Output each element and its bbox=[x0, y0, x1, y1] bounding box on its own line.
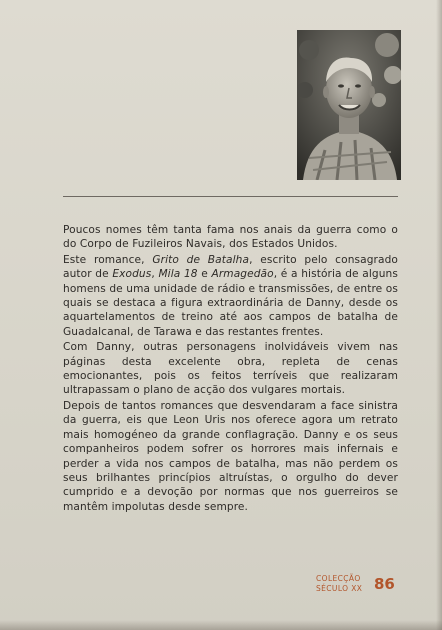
paragraph-4: Depois de tantos romances que desvendaram a face sinistra da guerra, eis que Leon Uris nos oferece agora um retrato mais homogéneo da grande conflagração. Danny e os seus companheiros podem sofrer os horrores mais infernais e perder a vida nos campos de batalha, mas não perdem os seus brilhantes princípios altruístas, o orgulho do dever cumprido e a devoção por normas que nos guerreiros se mantêm impolutas desde sempre. bbox=[63, 399, 398, 513]
divider-rule bbox=[63, 196, 398, 197]
paragraph-2-part: , escrito pelo consagrado autor de bbox=[63, 253, 398, 281]
paragraph-2 bbox=[63, 253, 398, 339]
series-number: 86 bbox=[374, 575, 395, 593]
paragraph-2-part: e bbox=[197, 268, 212, 281]
paragraph-1: Poucos nomes têm tanta fama nos anais da guerra como o do Corpo de Fuzileiros Navais, dos Estados Unidos. bbox=[63, 224, 398, 251]
series-line-1: COLECÇÃO bbox=[316, 574, 361, 583]
series-line-2: SÉCULO XX bbox=[316, 584, 363, 593]
book-title-armagedao: Armagedão bbox=[211, 268, 274, 281]
author-portrait-icon bbox=[297, 30, 401, 180]
paragraph-3: Com Danny, outras personagens inolvidáveis vivem nas páginas desta excelente obra, repleta de cenas emocionantes, pois os feitos terríveis que realizaram ultrapassam o plano de acção dos vulgares mortais. bbox=[63, 341, 398, 397]
book-title-grito: Grito de Batalha bbox=[152, 253, 250, 266]
book-title-mila: Mila 18 bbox=[158, 268, 198, 281]
blurb-text bbox=[63, 223, 398, 515]
series-label bbox=[316, 574, 362, 594]
bottom-edge-shadow bbox=[0, 620, 442, 630]
book-title-exodus: Exodus bbox=[112, 268, 152, 281]
right-edge-shadow bbox=[436, 0, 442, 630]
paragraph-2-part: , é a história de alguns homens de uma unidade de rádio e transmissões, de entre os quais se destaca a figura extraordinária de Danny, desde os aquartelamentos de treino até aos campos de batalha de Guadalcanal, de Tarawa e das restantes frentes. bbox=[63, 268, 398, 338]
author-photo bbox=[297, 30, 401, 180]
paragraph-2-part: Este romance, bbox=[63, 253, 153, 266]
paragraph-2-part: , bbox=[151, 268, 159, 281]
